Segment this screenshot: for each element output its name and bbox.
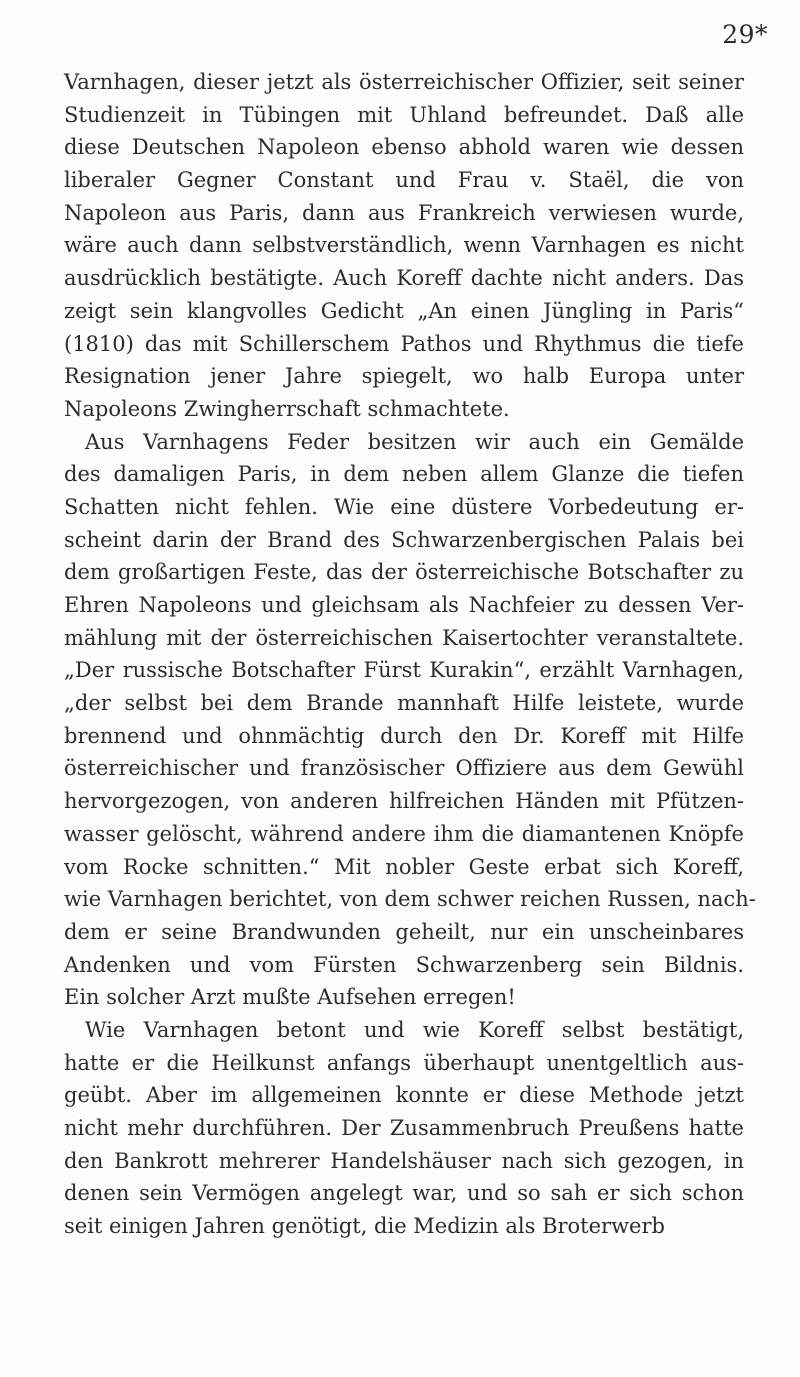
text-line: wie Varnhagen berichtet, von dem schwer reichen Russen, nach- xyxy=(64,887,756,912)
text-line: Wie Varnhagen betont und wie Koreff selbst bestätigt, xyxy=(85,1017,744,1042)
text-line: Napoleons Zwingherrschaft schmachtete. xyxy=(64,396,510,421)
paragraph xyxy=(64,426,756,1014)
text-line: den Bankrott mehrerer Handelshäuser nach sich gezogen, in xyxy=(64,1148,744,1173)
text-line: ausdrücklich bestätigte. Auch Koreff dachte nicht anders. Das xyxy=(64,266,744,291)
text-line: geübt. Aber im allgemeinen konnte er diese Methode jetzt xyxy=(64,1083,744,1108)
text-line: Aus Varnhagens Feder besitzen wir auch ein Gemälde xyxy=(85,429,744,454)
paragraph xyxy=(64,66,744,426)
text-line: Ehren Napoleons und gleichsam als Nachfeier zu dessen Ver- xyxy=(64,593,744,617)
text-line: Schatten nicht fehlen. Wie eine düstere Vorbedeutung er- xyxy=(64,494,744,519)
text-line: denen sein Vermögen angelegt war, und so sah er sich schon xyxy=(64,1181,744,1206)
page-number: 29* xyxy=(722,20,768,49)
text-line: Resignation jener Jahre spiegelt, wo halb Europa unter xyxy=(64,364,744,389)
body-text xyxy=(64,66,756,1243)
text-line: Andenken und vom Fürsten Schwarzenberg sein Bildnis. xyxy=(64,952,744,977)
text-line: wasser gelöscht, während andere ihm die diamantenen Knöpfe xyxy=(64,821,744,846)
text-line: (1810) das mit Schillerschem Pathos und Rhythmus die tiefe xyxy=(64,331,744,356)
text-line: nicht mehr durchführen. Der Zusammenbruch Preußens hatte xyxy=(64,1116,744,1140)
text-line: mählung mit der österreichischen Kaisertochter veranstaltete. xyxy=(64,625,744,650)
text-line: Varnhagen, dieser jetzt als österreichischer Offizier, seit seiner xyxy=(64,70,744,94)
text-line: „der selbst bei dem Brande mannhaft Hilfe leistete, wurde xyxy=(64,691,744,716)
text-line: dem er seine Brandwunden geheilt, nur ein unscheinbares xyxy=(64,919,744,944)
text-line: Napoleon aus Paris, dann aus Frankreich verwiesen wurde, xyxy=(64,200,744,225)
text-line: Ein solcher Arzt mußte Aufsehen erregen! xyxy=(64,985,516,1010)
text-line: zeigt sein klangvolles Gedicht „An einen Jüngling in Paris“ xyxy=(64,298,744,323)
text-line: dem großartigen Feste, das der österreichische Botschafter zu xyxy=(64,560,744,585)
text-line: österreichischer und französischer Offiziere aus dem Gewühl xyxy=(64,756,744,781)
text-line: hervorgezogen, von anderen hilfreichen Händen mit Pfützen- xyxy=(64,789,744,814)
text-line: brennend und ohnmächtig durch den Dr. Koreff mit Hilfe xyxy=(64,723,744,748)
text-line: diese Deutschen Napoleon ebenso abhold waren wie dessen xyxy=(64,135,744,160)
paragraph xyxy=(64,1014,744,1243)
text-line: scheint darin der Brand des Schwarzenbergischen Palais bei xyxy=(64,527,744,552)
text-line: vom Rocke schnitten.“ Mit nobler Geste erbat sich Koreff, xyxy=(64,854,744,879)
text-line: hatte er die Heilkunst anfangs überhaupt unentgeltlich aus- xyxy=(64,1050,744,1075)
text-line: „Der russische Botschafter Fürst Kurakin“, erzählt Varnhagen, xyxy=(64,658,744,683)
text-line: des damaligen Paris, in dem neben allem Glanze die tiefen xyxy=(64,462,744,487)
text-line: wäre auch dann selbstverständlich, wenn Varnhagen es nicht xyxy=(64,233,744,258)
text-line: Studienzeit in Tübingen mit Uhland befreundet. Daß alle xyxy=(64,102,744,127)
text-line: seit einigen Jahren genötigt, die Medizin als Broterwerb xyxy=(64,1214,665,1239)
text-line: liberaler Gegner Constant und Frau v. Staël, die von xyxy=(64,168,744,193)
